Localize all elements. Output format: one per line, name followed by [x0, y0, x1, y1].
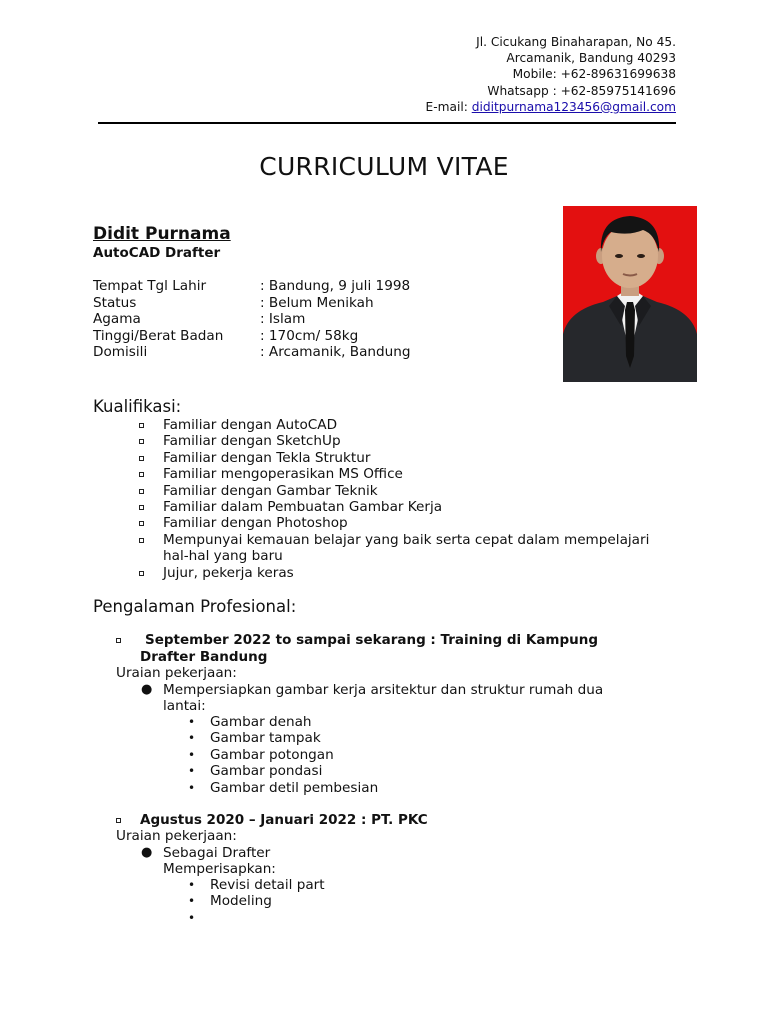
list-item [188, 910, 325, 926]
list-item [163, 433, 693, 449]
email-label: E-mail: [425, 99, 472, 114]
info-label: Tempat Tgl Lahir [93, 278, 207, 294]
list-item [188, 746, 378, 763]
job-2-title: Agustus 2020 – Januari 2022 : PT. PKC [140, 812, 428, 828]
list-item-continuation [163, 548, 693, 564]
list-item-text: Familiar dengan Photoshop [163, 515, 348, 532]
job-1-bullet-text-cont: lantai: [163, 698, 206, 715]
contact-block [426, 34, 676, 115]
list-item-text: Revisi detail part [210, 877, 325, 893]
list-item-text: Gambar denah [210, 714, 312, 730]
job-2-bullet-text: Sebagai Drafter [163, 845, 271, 861]
bullet-dot-icon: • [188, 715, 196, 729]
square-bullet-icon [116, 638, 121, 643]
info-value: : Belum Menikah [260, 294, 374, 311]
info-label: Tinggi/Berat Badan [93, 327, 224, 344]
email-line [426, 99, 676, 115]
bullet-dot-icon: • [188, 747, 196, 762]
list-item-text: Familiar dengan SketchUp [163, 433, 341, 450]
square-bullet-icon [139, 439, 144, 444]
person-name: Didit Purnama [93, 224, 231, 244]
list-item [163, 417, 693, 433]
info-row [93, 344, 411, 361]
list-item-text: Jujur, pekerja keras [163, 564, 294, 581]
info-row [93, 328, 411, 345]
list-item [163, 483, 693, 499]
list-item-text: hal-hal yang baru [163, 548, 283, 565]
info-label: Agama [93, 311, 141, 327]
square-bullet-icon [116, 818, 121, 823]
list-item [163, 450, 693, 466]
header-divider [98, 122, 676, 124]
info-row [93, 311, 411, 328]
list-item [163, 565, 693, 581]
bullet-dot-icon: • [188, 764, 196, 779]
info-value: : 170cm/ 58kg [260, 327, 359, 344]
list-item-text: Familiar dengan Tekla Struktur [163, 449, 371, 466]
square-bullet-icon [139, 423, 144, 428]
bullet-dot-icon: ● [141, 845, 153, 860]
bullet-dot-icon: • [188, 731, 196, 746]
list-item [163, 499, 693, 515]
bullet-dot-icon: • [188, 894, 196, 909]
address-line-2: Arcamanik, Bandung 40293 [506, 51, 676, 66]
person-portrait-icon [563, 206, 697, 382]
job-2-bullet [141, 845, 276, 878]
job-1-title-cont: Drafter Bandung [140, 649, 268, 665]
job-1-title: September 2022 to sampai sekarang : Training di Kampung [145, 632, 599, 648]
profile-photo [563, 206, 697, 382]
job-2-sub-label: Memperisapkan: [163, 861, 276, 878]
job-1-desc-label: Uraian pekerjaan: [116, 665, 237, 681]
square-bullet-icon [139, 538, 144, 543]
info-value: : Bandung, 9 juli 1998 [260, 278, 411, 294]
square-bullet-icon [139, 505, 144, 510]
email-link[interactable]: diditpurnama123456@gmail.com [471, 99, 676, 114]
list-item-text: Gambar detil pembesian [210, 779, 379, 796]
list-item [188, 893, 325, 910]
list-item-text: Gambar tampak [210, 730, 321, 747]
bullet-dot-icon: • [188, 878, 196, 892]
job-1-bullet-text: Mempersiapkan gambar kerja arsitektur dan struktur rumah dua [163, 682, 604, 698]
list-item [188, 714, 378, 730]
bullet-dot-icon: • [188, 910, 196, 925]
whatsapp-number: Whatsapp : +62-85975141696 [487, 83, 676, 98]
list-item-text: Modeling [210, 893, 272, 910]
info-label: Status [93, 294, 137, 311]
job-1-sub-list [188, 714, 379, 796]
list-item-text: Familiar mengoperasikan MS Office [163, 466, 403, 483]
qualifications-list [163, 417, 693, 581]
job-1-bullet [141, 682, 683, 715]
address-line-1: Jl. Cicukang Binaharapan, No 45. [476, 35, 676, 49]
bullet-dot-icon: • [188, 780, 196, 795]
job-2-desc-label: Uraian pekerjaan: [116, 828, 237, 844]
list-item-text: Gambar pondasi [210, 763, 323, 780]
list-item-text: Familiar dalam Pembuatan Gambar Kerja [163, 499, 443, 516]
square-bullet-icon [139, 472, 144, 477]
list-item-text: Familiar dengan AutoCAD [163, 417, 338, 433]
info-label: Domisili [93, 344, 148, 360]
bullet-dot-icon: ● [141, 682, 153, 697]
info-row [93, 295, 411, 312]
list-item-text: Familiar dengan Gambar Teknik [163, 482, 378, 499]
square-bullet-icon [139, 521, 144, 526]
list-item [188, 877, 325, 893]
square-bullet-icon [139, 571, 144, 576]
document-title: CURRICULUM VITAE [259, 152, 509, 181]
list-item [188, 730, 378, 747]
info-value: : Islam [260, 311, 306, 327]
job-2-sub-list [188, 877, 325, 926]
list-item-text: Gambar potongan [210, 746, 334, 763]
qualifications-heading: Kualifikasi: [93, 397, 182, 416]
personal-info [93, 278, 411, 361]
info-row [93, 278, 411, 295]
list-item [188, 763, 378, 780]
info-value: : Arcamanik, Bandung [260, 344, 411, 360]
list-item-text: Mempunyai kemauan belajar yang baik serta cepat dalam mempelajari [163, 531, 650, 548]
square-bullet-icon [139, 489, 144, 494]
square-bullet-icon [139, 456, 144, 461]
job-title: AutoCAD Drafter [93, 245, 221, 261]
list-item [163, 466, 693, 482]
list-item [163, 515, 693, 531]
mobile-number: Mobile: +62-89631699638 [512, 67, 676, 82]
list-item [163, 532, 693, 548]
list-item [188, 779, 379, 796]
experience-heading: Pengalaman Profesional: [93, 597, 297, 616]
